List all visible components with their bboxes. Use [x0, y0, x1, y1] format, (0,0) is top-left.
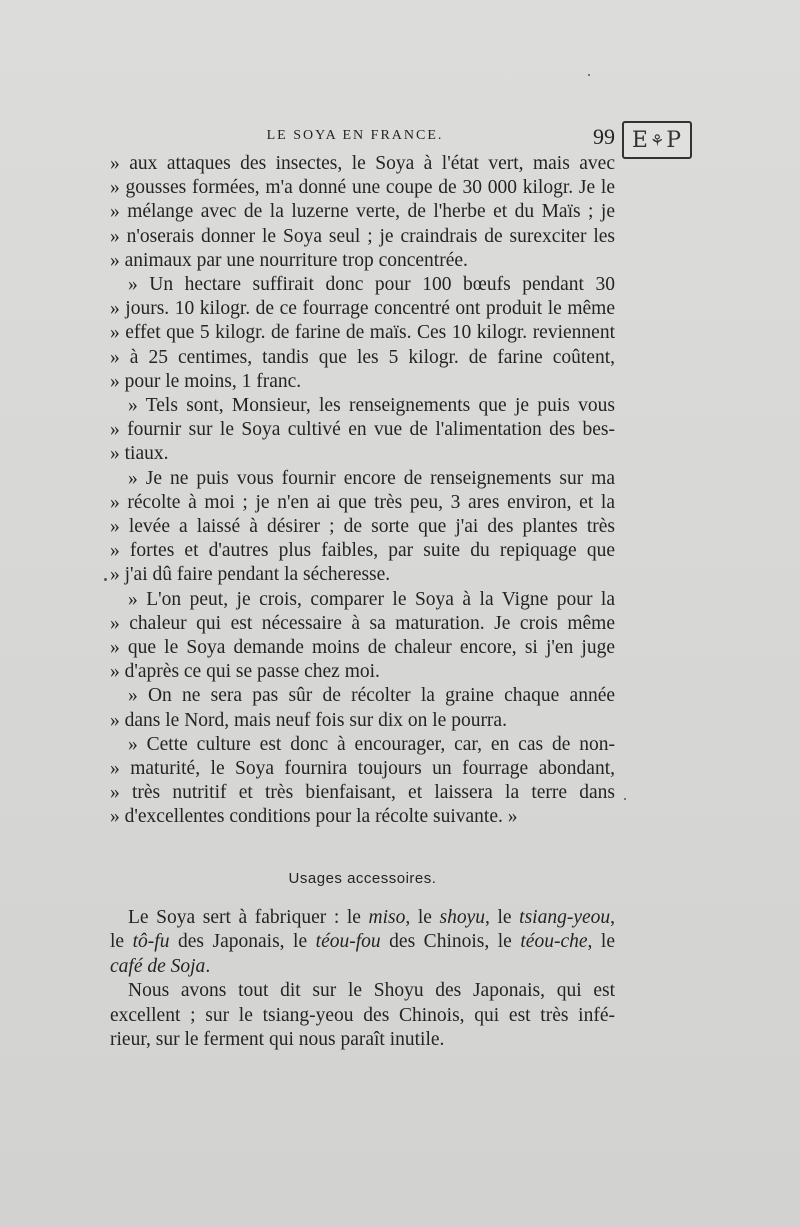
text-line: » que le Soya demande moins de chaleur encore, si j'en juge — [110, 637, 615, 659]
text-line: » effet que 5 kilogr. de farine de maïs. Ces 10 kilogr. reviennent — [110, 322, 615, 344]
text-line: » gousses formées, m'a donné une coupe de 30 000 kilogr. Je le — [110, 177, 615, 199]
text-line: » jours. 10 kilogr. de ce fourrage concentré ont produit le même — [110, 298, 615, 320]
text-line: » Tels sont, Monsieur, les renseignements que je puis vous — [128, 395, 615, 417]
paragraph-line — [110, 906, 615, 930]
term-cafe-de-soja: café de Soja — [110, 955, 206, 977]
term-shoyu: shoyu — [439, 907, 486, 928]
text-line: » très nutritif et très bienfaisant, et laissera la terre dans — [110, 782, 615, 804]
paragraph-line: Nous avons tout dit sur le Shoyu des Japonais, qui est — [128, 980, 615, 1002]
text-run: , le — [587, 931, 615, 953]
text-line: » à 25 centimes, tandis que les 5 kilogr. de farine coûtent, — [110, 346, 615, 368]
paper-speck — [624, 798, 626, 800]
text-line: » d'excellentes conditions pour la récolte suivante. » — [110, 806, 518, 828]
library-stamp: E ⚘ P — [622, 121, 692, 159]
text-line: » aux attaques des insectes, le Soya à l'état vert, mais avec — [110, 153, 615, 174]
text-line: » Je ne puis vous fournir encore de renseignements sur ma — [128, 467, 615, 489]
text-run: , le — [405, 907, 440, 928]
text-line: » j'ai dû faire pendant la sécheresse. — [110, 564, 391, 586]
paragraph-line — [110, 930, 615, 954]
text-run: , le — [485, 907, 520, 928]
text-run: des Chinois, le — [380, 931, 521, 953]
paper-speck — [104, 578, 107, 581]
text-line: » fournir sur le Soya cultivé en vue de l'alimentation des bes- — [110, 419, 615, 441]
text-line: » On ne sera pas sûr de récolter la graine chaque année — [128, 685, 615, 707]
text-run: des Japonais, le — [169, 931, 316, 953]
text-line: » dans le Nord, mais neuf fois sur dix on le pourra. — [110, 709, 507, 731]
text-line: » fortes et d'autres plus faibles, par suite du repiquage que — [110, 540, 615, 562]
text-run: Le Soya sert à fabriquer : le — [128, 907, 369, 928]
term-teou-fou: téou-fou — [315, 931, 381, 953]
usages-section — [110, 906, 615, 1052]
text-line: » tiaux. — [110, 443, 169, 465]
running-title: LE SOYA EN FRANCE. — [266, 128, 444, 143]
text-line: » pour le moins, 1 franc. — [110, 370, 302, 392]
text-line: » mélange avec de la luzerne verte, de l'herbe et du Maïs ; je — [110, 201, 615, 223]
text-line: » n'oserais donner le Soya seul ; je craindrais de surexciter les — [110, 225, 615, 247]
text-line: » maturité, le Soya fournira toujours un fourrage abondant, — [110, 758, 615, 780]
text-line: » levée a laissé à désirer ; de sorte que j'ai des plantes très — [110, 516, 615, 538]
text-run: , — [610, 907, 616, 928]
paragraph-line: excellent ; sur le tsiang-yeou des Chinois, qui est très infé- — [110, 1004, 615, 1026]
text-line: » chaleur qui est nécessaire à sa maturation. Je crois même — [110, 612, 615, 634]
text-run: le — [110, 931, 133, 953]
text-line: » L'on peut, je crois, comparer le Soya à la Vigne pour la — [128, 588, 615, 610]
paragraph-line: rieur, sur le ferment qui nous paraît inutile. — [110, 1029, 445, 1051]
section-heading: Usages accessoires. — [288, 870, 437, 887]
text-line: » Un hectare suffirait donc pour 100 bœufs pendant 30 — [128, 274, 615, 296]
term-teou-che: téou-che — [520, 931, 588, 953]
term-to-fu: tô-fu — [132, 931, 170, 953]
page-number: 99 — [593, 124, 615, 149]
text-line: » animaux par une nourriture trop concentrée. — [110, 249, 468, 271]
letter-continuation — [110, 152, 615, 830]
text-line: » récolte à moi ; je n'en ai que très peu, 3 ares environ, et la — [110, 491, 615, 513]
text-line: » d'après ce qui se passe chez moi. — [110, 661, 380, 683]
text-run: . — [205, 955, 211, 977]
term-tsiang-yeou: tsiang-yeou — [519, 907, 611, 928]
paper-speck — [588, 74, 590, 76]
paragraph-line — [110, 955, 615, 979]
term-miso: miso — [368, 907, 406, 928]
running-head — [115, 124, 615, 150]
text-line: » Cette culture est donc à encourager, car, en cas de non- — [128, 733, 615, 755]
